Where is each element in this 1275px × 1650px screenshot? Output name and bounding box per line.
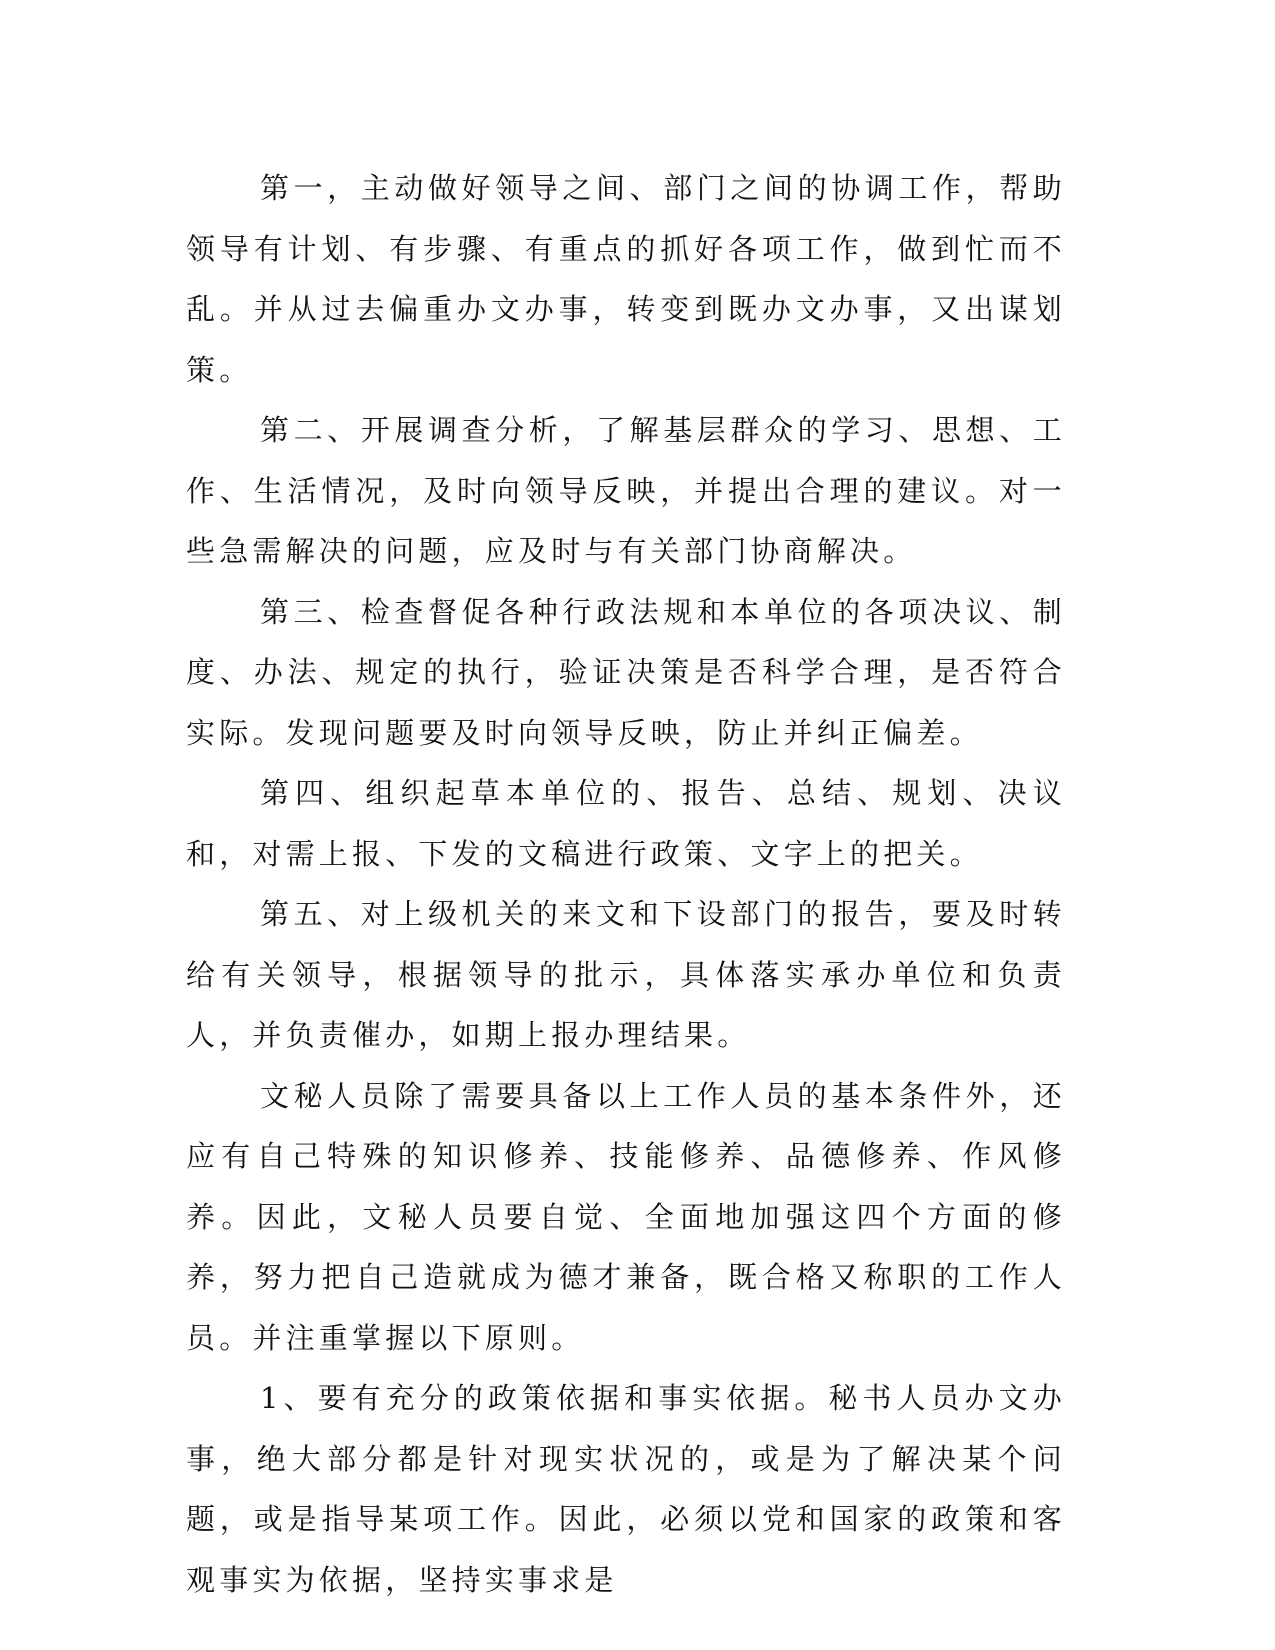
paragraph-2: 第二、开展调查分析，了解基层群众的学习、思想、工作、生活情况，及时向领导反映，并提出合理的建议。对一些急需解决的问题，应及时与有关部门协商解决。: [186, 413, 1066, 568]
paragraph-3: 第三、检查督促各种行政法规和本单位的各项决议、制度、办法、规定的执行，验证决策是否科学合理，是否符合实际。发现问题要及时向领导反映，防止并纠正偏差。: [186, 594, 1066, 750]
paragraph-6: 文秘人员除了需要具备以上工作人员的基本条件外，还应有自己特殊的知识修养、技能修养、品德修养、作风修养。因此，文秘人员要自觉、全面地加强这四个方面的修养，努力把自己造就成为德才兼备，既合格又称职的工作人员。并注重掌握以下原则。: [186, 1078, 1066, 1355]
paragraph-5: 第五、对上级机关的来文和下设部门的报告，要及时转给有关领导，根据领导的批示，具体落实承办单位和负责人，并负责催办，如期上报办理结果。: [186, 897, 1066, 1052]
paragraph-4: 第四、组织起草本单位的、报告、总结、规划、决议和，对需上报、下发的文稿进行政策、文字上的把关。: [186, 776, 1066, 871]
paragraph-1: 第一，主动做好领导之间、部门之间的协调工作，帮助领导有计划、有步骤、有重点的抓好各项工作，做到忙而不乱。并从过去偏重办文办事，转变到既办文办事，又出谋划策。: [186, 171, 1066, 387]
document-body: [186, 158, 1066, 1610]
paragraph-7: 1、要有充分的政策依据和事实依据。秘书人员办文办事，绝大部分都是针对现实状况的，或是为了解决某个问题，或是指导某项工作。因此，必须以党和国家的政策和客观事实为依据，坚持实事求是: [186, 1381, 1066, 1597]
